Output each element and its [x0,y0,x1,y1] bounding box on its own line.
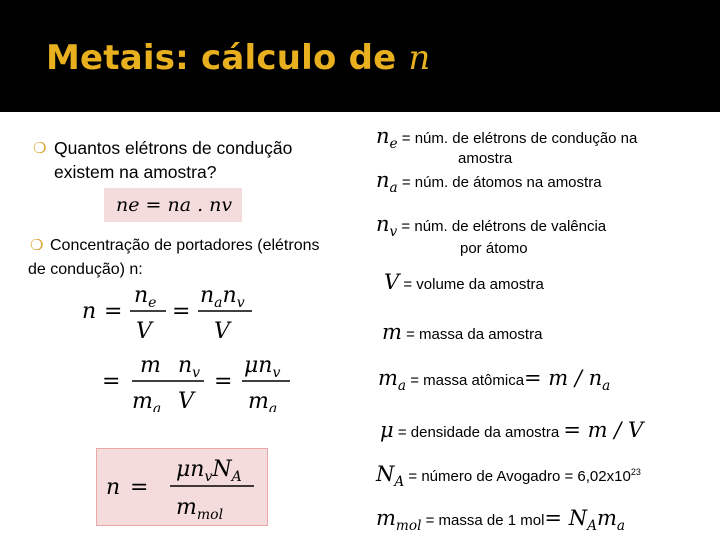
na-definition: $n_a$ = núm. de átomos na amostra [376,168,602,197]
m-definition: m = massa da amostra [382,320,543,344]
svg-text:V: V [136,319,152,344]
bullet-icon: ❍ [33,140,47,157]
svg-text:=: = [214,369,233,394]
bullet-icon: ❍ [30,237,44,254]
svg-text:ma: $m_a$ [132,389,162,412]
svg-text:ma: $m_a$ [248,389,278,412]
svg-text:=: = [172,299,191,324]
svg-text:V: V [214,319,230,344]
question-text: Quantos elétrons de condução existem na amostra? [54,138,293,182]
svg-text:ne: $n_e$ [134,283,157,311]
formula-ne: ne = na . nv [116,194,233,216]
NA-definition: $N_A$ = número de Avogadro = $6,02x10^{23}$ [376,462,641,491]
svg-text:nanv: $n_an_v$ [200,283,245,311]
svg-text:μnv: $\mu n_v$ [244,353,281,381]
svg-text:=: = [102,369,121,394]
svg-text:n: n [106,475,121,500]
concentration-text: Concentração de portadores (elétrons de condução) n: [28,237,320,278]
ne-definition: $n_e$ = núm. de elétrons de condução na [376,124,638,153]
nv-definition: $n_v$ = núm. de elétrons de valência [376,212,607,241]
svg-text:n: n [82,299,97,324]
svg-text:nv: $n_v$ [178,353,201,381]
mmol-definition: $m_{mol}$ = massa de 1 $mol= N_Am_a$ [376,506,625,535]
mu-definition: μ = densidade da amostra = m / V [380,418,644,442]
ma-definition: $m_a$ = massa atômica= m / $n_a$ [378,366,611,395]
svg-text:mmol: $m_{mol}$ [176,495,224,522]
svg-text:m: m [140,353,161,378]
svg-text:V: V [178,389,194,412]
formula-density [100,350,300,412]
V-definition: V = volume da amostra [384,270,544,294]
svg-text:=: = [130,475,149,500]
svg-text:μnvNA: $\mu n_vN_A$ [176,457,242,485]
nv-definition-cont: por átomo [460,240,528,257]
ne-definition-cont: amostra [458,150,513,167]
formula-n-ratio [80,280,300,344]
slide-title: Metais: cálculo de n [46,38,431,78]
formula-final [104,452,264,522]
svg-text:=: = [104,299,123,324]
